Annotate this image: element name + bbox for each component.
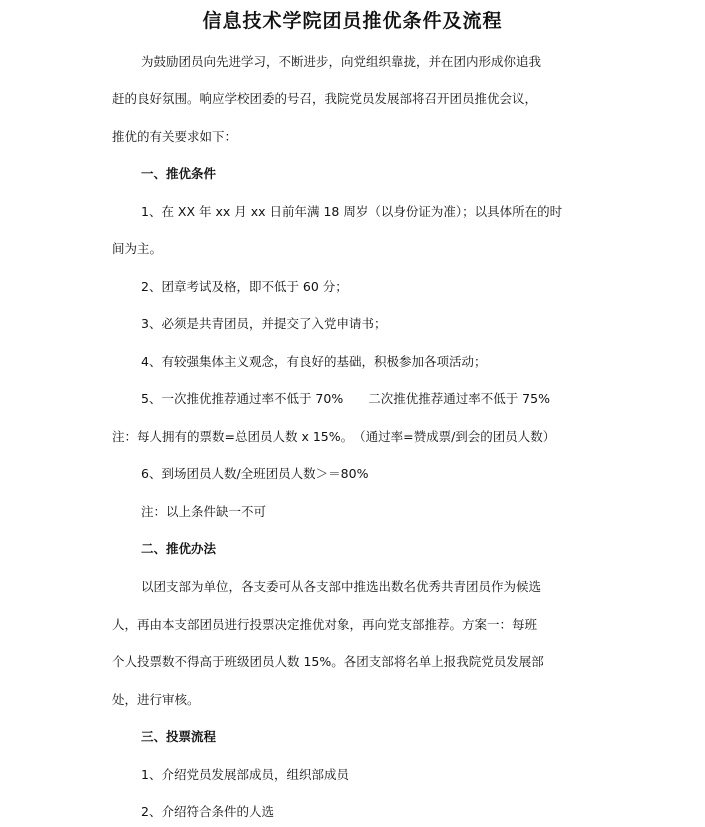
text-line: 以团支部为单位，各支委可从各支部中推选出数名优秀共青团员作为候选 — [141, 579, 542, 594]
text-line: 为鼓励团员向先进学习，不断进步，向党组织靠拢，并在团内形成你追我 — [141, 54, 542, 69]
section-heading: 三、投票流程 — [141, 729, 217, 744]
section-heading: 一、推优条件 — [141, 166, 217, 181]
text-line: 注：每人拥有的票数=总团员人数 x 15%。 （通过率=赞成票/到会的团员人数） — [112, 429, 556, 444]
text-line: 处，进行审核。 — [112, 692, 200, 707]
text-line: 赶的良好氛围。响应学校团委的号召，我院党员发展部将召开团员推优会议， — [112, 91, 538, 106]
text-line: 注：以上条件缺一不可 — [141, 504, 267, 519]
text-line: 个人投票数不得高于班级团员人数 15%。各团支部将名单上报我院党员发展部 — [112, 654, 544, 669]
text-line: 4、有较强集体主义观念，有良好的基础，积极参加各项活动； — [141, 354, 487, 369]
text-line: 间为主。 — [112, 241, 163, 256]
text-line: 人，再由本支部团员进行投票决定推优对象，再向党支部推荐。方案一：每班 — [112, 617, 538, 632]
document-page — [0, 8, 705, 827]
document-title: 信息技术学院团员推优条件及流程 — [202, 10, 503, 32]
text-line: 1、介绍党员发展部成员，组织部成员 — [141, 767, 349, 782]
section-heading: 二、推优办法 — [141, 541, 217, 556]
text-line: 6、到场团员人数/全班团员人数＞＝80% — [141, 466, 369, 481]
text-line: 1、在 XX 年 xx 月 xx 日前年满 18 周岁（以身份证为准）；以具体所在的时 — [141, 204, 563, 219]
text-line: 2、团章考试及格，即不低于 60 分； — [141, 279, 348, 294]
text-line: 2、介绍符合条件的人选 — [141, 804, 274, 819]
text-line: 3、必须是共青团员，并提交了入党申请书； — [141, 316, 387, 331]
text-line: 5、一次推优推荐通过率不低于 70% 二次推优推荐通过率不低于 75% — [141, 391, 550, 406]
text-line: 推优的有关要求如下： — [112, 129, 238, 144]
